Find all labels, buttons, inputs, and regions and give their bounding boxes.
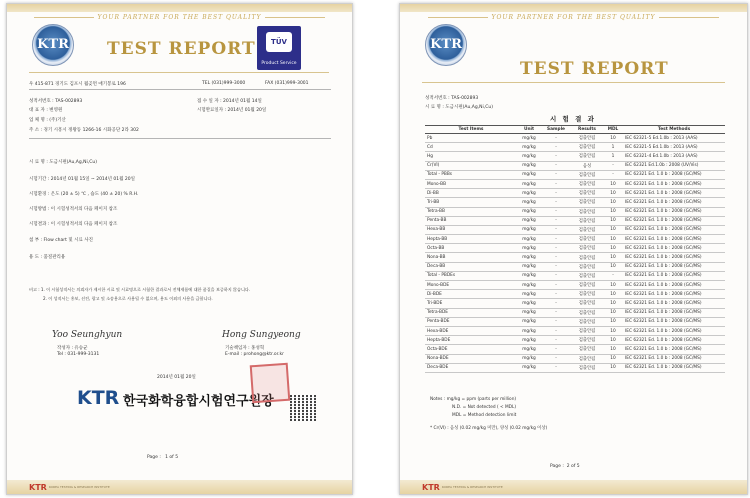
test-result: 시험결과 : 이 시험성적서의 다음 페이지 참조 (29, 222, 118, 227)
cell-unit: mg/kg (517, 152, 541, 161)
org-name: 한국화학융합시험연구원장 (123, 394, 274, 409)
report-title: TEST REPORT (520, 59, 669, 79)
cell-sample: - (541, 225, 571, 234)
representative: 대 표 자 : 변영원 (29, 108, 63, 113)
author-tel: Tel : 031-999-3131 (57, 352, 100, 357)
org-logo: KTR (77, 387, 120, 409)
cell-method: IEC 62321 Ed. 1.0 b : 2008 (GC/MS) (623, 179, 725, 188)
col-results: Results (571, 126, 603, 134)
issue-date: 2014년 01월 20일 (157, 375, 196, 380)
cell-sample: - (541, 271, 571, 280)
cell-mdl: 10 (603, 299, 623, 308)
cell-result: 검출안됨 (571, 308, 603, 317)
cell-sample: - (541, 216, 571, 225)
note-4: * Cr(VI) : 음성 (0.02 mg/kg 미만), 양성 (0.02 mg/kg 이상) (430, 426, 548, 431)
cell-mdl: - (603, 170, 623, 179)
author-name: 작성자 : 유승균 (57, 346, 88, 351)
title-rule (422, 82, 725, 83)
cell-method: IEC 62321 Ed. 1.0 b : 2008 (GC/MS) (623, 317, 725, 326)
cell-result: 검출안됨 (571, 363, 603, 372)
cell-method: IEC 62321 Ed. 1.0 b : 2008 (GC/MS) (623, 299, 725, 308)
col-unit: Unit (517, 126, 541, 134)
cell-sample: - (541, 290, 571, 299)
cell-test-item: Tri-BDE (425, 299, 517, 308)
cell-sample: - (541, 235, 571, 244)
table-row (425, 271, 725, 280)
cell-test-item: Pb (425, 134, 517, 143)
cell-mdl: 10 (603, 336, 623, 345)
cell-unit: mg/kg (517, 363, 541, 372)
table-row (425, 281, 725, 290)
cell-result: 검출안됨 (571, 336, 603, 345)
cell-mdl: 10 (603, 216, 623, 225)
ktr-logo: KTR (32, 24, 74, 66)
cell-unit: mg/kg (517, 198, 541, 207)
cell-method: IEC 62321 Ed. 1.0 b : 2008 (GC/MS) (623, 170, 725, 179)
receipt-date: 접 수 일 자 : 2014년 01월 14일 (197, 99, 262, 104)
cell-test-item: Mono-BB (425, 179, 517, 188)
cell-sample: - (541, 170, 571, 179)
cell-unit: mg/kg (517, 308, 541, 317)
cell-mdl: 10 (603, 317, 623, 326)
table-row (425, 134, 725, 143)
tuv-mark: TÜV (266, 32, 292, 52)
attachment: 첨 부 : Flow chart 및 시료 사진 (29, 238, 93, 243)
org-tel: TEL (031)999-3000 (202, 81, 246, 86)
cell-result: 검출안됨 (571, 189, 603, 198)
cell-sample: - (541, 253, 571, 262)
cell-result: 검출안됨 (571, 179, 603, 188)
cell-unit: mg/kg (517, 354, 541, 363)
cell-method: IEC 62321 Ed. 1.0 b : 2008 (GC/MS) (623, 308, 725, 317)
cell-sample: - (541, 363, 571, 372)
cell-unit: mg/kg (517, 299, 541, 308)
cell-test-item: Hexa-BB (425, 225, 517, 234)
table-row (425, 253, 725, 262)
cell-method: IEC 62321 Ed. 1.0 b : 2008 (GC/MS) (623, 336, 725, 345)
cell-unit: mg/kg (517, 262, 541, 271)
cell-method: IEC 62321 Ed. 1.0 b : 2008 (GC/MS) (623, 216, 725, 225)
cell-test-item: Tetra-BDE (425, 308, 517, 317)
report-title: TEST REPORT (107, 39, 256, 59)
cell-result: 검출안됨 (571, 262, 603, 271)
cell-result: 검출안됨 (571, 134, 603, 143)
table-row (425, 363, 725, 372)
table-row (425, 179, 725, 188)
cell-sample: - (541, 262, 571, 271)
manager-name: 기술책임자 : 홍성혁 (225, 346, 265, 351)
cell-result: 음성 (571, 161, 603, 170)
cell-mdl: 10 (603, 244, 623, 253)
note-3: MDL = Method detection limit (452, 413, 517, 418)
report-page-2 (399, 3, 748, 495)
table-row (425, 262, 725, 271)
table-row (425, 143, 725, 152)
cell-result: 검출안됨 (571, 345, 603, 354)
cell-test-item: Hepta-BDE (425, 336, 517, 345)
test-environment: 시험환경 : 온도 (20 ± 5) ℃ , 습도 (40 ± 20) % R.H. (29, 192, 139, 197)
col-mdl: MDL (603, 126, 623, 134)
purpose: 용 도 : 품질관리용 (29, 255, 66, 260)
cell-sample: - (541, 354, 571, 363)
sample-name: 시 료 명 : 도금시편(Au,Ag,Ni,Cu) (29, 160, 97, 165)
cell-test-item: Deca-BDE (425, 363, 517, 372)
cell-sample: - (541, 299, 571, 308)
cell-result: 검출안됨 (571, 354, 603, 363)
cell-sample: - (541, 207, 571, 216)
test-period: 시험기간 : 2014년 01월 15일 ~ 2014년 01월 20일 (29, 177, 136, 182)
table-row (425, 161, 725, 170)
report-number: 성적서번호 : TAS-002893 (425, 96, 479, 101)
cell-result: 검출안됨 (571, 143, 603, 152)
cell-result: 검출안됨 (571, 253, 603, 262)
cell-test-item: Cd (425, 143, 517, 152)
cell-sample: - (541, 326, 571, 335)
cell-sample: - (541, 244, 571, 253)
remark-2: 2. 이 성적서는 홍보, 선전, 광고 및 소송용으로 사용될 수 없으며, 용도 이외의 사용을 금합니다. (43, 296, 213, 301)
cell-sample: - (541, 336, 571, 345)
tuv-caption: Product Service (261, 61, 297, 66)
cell-method: IEC 62321 Ed. 1.0 b : 2008 (GC/MS) (623, 363, 725, 372)
cell-mdl: 10 (603, 262, 623, 271)
author-signature: Yoo Seunghyun (52, 330, 123, 340)
col-sample: Sample (541, 126, 571, 134)
cell-method: IEC 62321 Ed.1.0b : 2008 (UV/Vis) (623, 161, 725, 170)
cell-test-item: Hg (425, 152, 517, 161)
divider (29, 89, 331, 90)
cell-method: IEC 62321 Ed. 1.0 b : 2008 (GC/MS) (623, 189, 725, 198)
cell-unit: mg/kg (517, 134, 541, 143)
title-rule (29, 72, 329, 73)
cell-unit: mg/kg (517, 216, 541, 225)
cell-mdl: 1 (603, 143, 623, 152)
cell-method: IEC 62321 Ed. 1.0 b : 2008 (GC/MS) (623, 281, 725, 290)
cell-unit: mg/kg (517, 336, 541, 345)
remark-1: 비고 : 1. 이 시험성적서는 의뢰자가 제시한 시료 및 시료명으로 시험한 결과로서 전체제품에 대한 품질을 보증하지 않습니다. (29, 287, 251, 292)
cell-mdl: - (603, 161, 623, 170)
cell-test-item: Deca-BB (425, 262, 517, 271)
org-fax: FAX (031)999-3001 (265, 81, 309, 86)
cell-unit: mg/kg (517, 179, 541, 188)
table-row (425, 326, 725, 335)
cell-result: 검출안됨 (571, 299, 603, 308)
qr-code (290, 395, 316, 421)
cell-result: 검출안됨 (571, 152, 603, 161)
cell-method: IEC 62321 Ed. 1.0 b : 2008 (GC/MS) (623, 207, 725, 216)
cell-sample: - (541, 317, 571, 326)
cell-test-item: Nona-BDE (425, 354, 517, 363)
table-row (425, 198, 725, 207)
cell-sample: - (541, 152, 571, 161)
cell-test-item: Tetra-BB (425, 207, 517, 216)
note-1: Notes : mg/kg = ppm (parts per million) (430, 397, 517, 402)
cell-unit: mg/kg (517, 207, 541, 216)
cell-result: 검출안됨 (571, 198, 603, 207)
table-row (425, 152, 725, 161)
cell-sample: - (541, 308, 571, 317)
cell-method: IEC 62321 Ed. 1.0 b : 2008 (GC/MS) (623, 253, 725, 262)
table-row (425, 345, 725, 354)
col-test-methods: Test Methods (623, 126, 725, 134)
cell-mdl: 10 (603, 179, 623, 188)
cell-method: IEC 62321 Ed. 1.0 b : 2008 (GC/MS) (623, 198, 725, 207)
cell-mdl: 10 (603, 225, 623, 234)
cell-mdl: 10 (603, 326, 623, 335)
cell-mdl: 10 (603, 281, 623, 290)
note-2: N.D. = Not detected ( < MDL) (452, 405, 517, 410)
cell-test-item: Penta-BB (425, 216, 517, 225)
cell-result: 검출안됨 (571, 225, 603, 234)
cell-mdl: 10 (603, 235, 623, 244)
cell-test-item: Mono-BDE (425, 281, 517, 290)
table-row (425, 225, 725, 234)
company-name: 업 체 명 : (주)기산 (29, 118, 66, 123)
cell-test-item: Octa-BB (425, 244, 517, 253)
results-table (425, 125, 725, 373)
cell-result: 검출안됨 (571, 244, 603, 253)
manager-signature: Hong Sungyeong (222, 330, 301, 340)
cell-method: IEC 62321-5 Ed.1.0b : 2013 (AAS) (623, 143, 725, 152)
cell-unit: mg/kg (517, 225, 541, 234)
sample-name: 시 료 명 : 도금시편(Au,Ag,Ni,Cu) (425, 105, 493, 110)
cell-sample: - (541, 281, 571, 290)
table-row (425, 189, 725, 198)
cell-method: IEC 62321 Ed. 1.0 b : 2008 (GC/MS) (623, 290, 725, 299)
cell-result: 검출안됨 (571, 216, 603, 225)
cell-method: IEC 62321 Ed. 1.0 b : 2008 (GC/MS) (623, 225, 725, 234)
divider (29, 138, 331, 139)
cell-method: IEC 62321 Ed. 1.0 b : 2008 (GC/MS) (623, 354, 725, 363)
tuv-badge (257, 26, 301, 70)
cell-unit: mg/kg (517, 290, 541, 299)
cell-result: 검출안됨 (571, 290, 603, 299)
cell-mdl: 10 (603, 363, 623, 372)
cell-test-item: Octa-BDE (425, 345, 517, 354)
cell-mdl: 10 (603, 253, 623, 262)
cell-test-item: Hexa-BDE (425, 326, 517, 335)
cell-unit: mg/kg (517, 317, 541, 326)
table-row (425, 216, 725, 225)
table-row (425, 354, 725, 363)
cell-unit: mg/kg (517, 161, 541, 170)
cell-unit: mg/kg (517, 326, 541, 335)
ktr-logo: KTR (425, 24, 467, 66)
cell-unit: mg/kg (517, 170, 541, 179)
cell-mdl: 10 (603, 207, 623, 216)
cell-sample: - (541, 134, 571, 143)
cell-test-item: Nona-BB (425, 253, 517, 262)
header-band (400, 4, 747, 12)
cell-result: 검출안됨 (571, 326, 603, 335)
report-number: 성적서번호 : TAS-002893 (29, 99, 83, 104)
manager-email: E-mail : prohong@ktr.or.kr (225, 352, 284, 357)
cell-mdl: 10 (603, 198, 623, 207)
footer-logo: KTR KOREA TESTING & RESEARCH INSTITUTE (29, 483, 110, 492)
header-band (7, 4, 352, 12)
cell-test-item: Total - PBBs (425, 170, 517, 179)
completion-date: 시험완료일자 : 2014년 01월 20일 (197, 108, 267, 113)
cell-mdl: 10 (603, 345, 623, 354)
cell-method: IEC 62321-4 Ed.1.0b : 2013 (AAS) (623, 152, 725, 161)
cell-sample: - (541, 161, 571, 170)
cell-method: IEC 62321 Ed. 1.0 b : 2008 (GC/MS) (623, 345, 725, 354)
table-row (425, 299, 725, 308)
table-row (425, 290, 725, 299)
tagline: YOUR PARTNER FOR THE BEST QUALITY (7, 14, 352, 21)
cell-unit: mg/kg (517, 235, 541, 244)
page-number: Page : 1 of 5 (147, 455, 179, 460)
cell-method: IEC 62321 Ed. 1.0 b : 2008 (GC/MS) (623, 271, 725, 280)
cell-result: 검출안됨 (571, 235, 603, 244)
table-row (425, 336, 725, 345)
cell-unit: mg/kg (517, 345, 541, 354)
results-title: 시 험 결 과 (550, 115, 596, 123)
tagline: YOUR PARTNER FOR THE BEST QUALITY (400, 14, 747, 21)
cell-test-item: Di-BDE (425, 290, 517, 299)
cell-sample: - (541, 198, 571, 207)
cell-sample: - (541, 189, 571, 198)
table-header-row (425, 126, 725, 134)
cell-result: 검출안됨 (571, 317, 603, 326)
cell-mdl: 10 (603, 308, 623, 317)
cell-method: IEC 62321 Ed. 1.0 b : 2008 (GC/MS) (623, 326, 725, 335)
table-row (425, 244, 725, 253)
cell-test-item: Hepta-BB (425, 235, 517, 244)
cell-test-item: Penta-BDE (425, 317, 517, 326)
cell-result: 검출안됨 (571, 281, 603, 290)
test-method: 시험방법 : 이 시험성적서의 다음 페이지 참조 (29, 207, 118, 212)
company-address: 주 소 : 경기 시흥시 정왕동 1266-16 시화공단 2라 302 (29, 128, 139, 133)
cell-unit: mg/kg (517, 244, 541, 253)
footer-logo: KTR KOREA TESTING & RESEARCH INSTITUTE (422, 483, 503, 492)
table-row (425, 207, 725, 216)
official-seal (250, 363, 291, 404)
cell-method: IEC 62321 Ed. 1.0 b : 2008 (GC/MS) (623, 244, 725, 253)
table-row (425, 170, 725, 179)
org-address: 우 415-871 경기도 김포시 월곶면 애기봉로 196 (29, 82, 126, 87)
table-row (425, 308, 725, 317)
cell-sample: - (541, 179, 571, 188)
cell-mdl: 10 (603, 189, 623, 198)
cell-unit: mg/kg (517, 281, 541, 290)
page-number: Page : 2 of 5 (550, 464, 580, 469)
table-row (425, 317, 725, 326)
cell-test-item: Total - PBDEs (425, 271, 517, 280)
cell-unit: mg/kg (517, 189, 541, 198)
cell-mdl: 1 (603, 152, 623, 161)
cell-result: 검출안됨 (571, 170, 603, 179)
cell-test-item: Cr(VI) (425, 161, 517, 170)
cell-method: IEC 62321 Ed. 1.0 b : 2008 (GC/MS) (623, 262, 725, 271)
cell-mdl: 10 (603, 134, 623, 143)
cell-test-item: Tri-BB (425, 198, 517, 207)
cell-method: IEC 62321 Ed. 1.0 b : 2008 (GC/MS) (623, 235, 725, 244)
cell-sample: - (541, 143, 571, 152)
report-page-1 (6, 3, 353, 495)
cell-mdl: 10 (603, 354, 623, 363)
cell-test-item: Di-BB (425, 189, 517, 198)
table-row (425, 235, 725, 244)
cell-mdl: - (603, 271, 623, 280)
cell-sample: - (541, 345, 571, 354)
cell-unit: mg/kg (517, 271, 541, 280)
cell-unit: mg/kg (517, 143, 541, 152)
cell-result: 검출안됨 (571, 207, 603, 216)
cell-unit: mg/kg (517, 253, 541, 262)
cell-mdl: 10 (603, 290, 623, 299)
cell-result: 검출안됨 (571, 271, 603, 280)
cell-method: IEC 62321-5 Ed.1.0b : 2013 (AAS) (623, 134, 725, 143)
col-test-items: Test Items (425, 126, 517, 134)
